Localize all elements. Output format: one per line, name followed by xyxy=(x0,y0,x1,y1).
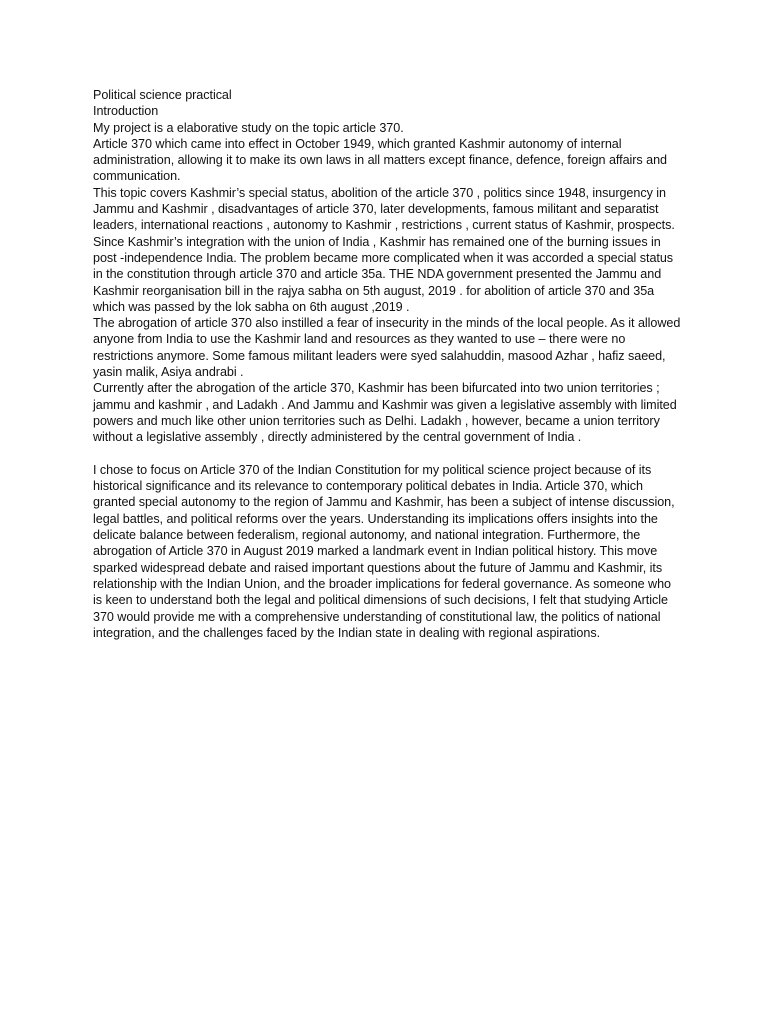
paragraph: Article 370 which came into effect in October 1949, which granted Kashmir autonomy of internal administration, allowing it to make its own laws in all matters except finance, defence, foreign affairs and communication. xyxy=(93,136,667,184)
paragraph: The abrogation of article 370 also instilled a fear of insecurity in the minds of the local people. As it allowed anyone from India to use the Kashmir land and resources as they wanted to use – there were no restrictions anymore. Some famous militant leaders were syed salahuddin, masood Azhar , hafiz saeed, yasin malik, Asiya andrabi . xyxy=(93,316,681,380)
paragraph: My project is a elaborative study on the topic article 370. xyxy=(93,120,404,135)
paragraph: Currently after the abrogation of the article 370, Kashmir has been bifurcated into two union territories ; jammu and kashmir , and Ladakh . And Jammu and Kashmir was given a legislative assembly with limited powers and much like other union territories such as Delhi. Ladakh , however, became a union territory without a legislative assembly , directly administered by the central government of India . xyxy=(93,381,677,445)
document-body xyxy=(93,87,681,641)
section-heading: Introduction xyxy=(93,104,159,119)
paragraph: Since Kashmir’s integration with the union of India , Kashmir has remained one of the burning issues in post -independence India. The problem became more complicated when it was accorded a special status in the constitution through article 370 and article 35a. THE NDA government presented the Jammu and Kashmir reorganisation bill in the rajya sabha on 5th august, 2019 . for abolition of article 370 and 35a which was passed by the lok sabha on 6th august ,2019 . xyxy=(93,234,674,314)
paragraph: I chose to focus on Article 370 of the Indian Constitution for my political science project because of its historical significance and its relevance to contemporary political debates in India. Article 370, which granted special autonomy to the region of Jammu and Kashmir, has been a subject of intense discussion, legal battles, and political reforms over the years. Understanding its implications offers insights into the delicate balance between federalism, regional autonomy, and national integration. Furthermore, the abrogation of Article 370 in August 2019 marked a landmark event in Indian political history. This move sparked widespread debate and raised important questions about the future of Jammu and Kashmir, its relationship with the Indian Union, and the broader implications for federal governance. As someone who is keen to understand both the legal and political dimensions of such decisions, I felt that studying Article 370 would provide me with a comprehensive understanding of constitutional law, the politics of national integration, and the challenges faced by the Indian state in dealing with regional aspirations. xyxy=(93,462,675,640)
blank-line xyxy=(93,446,681,462)
document-title: Political science practical xyxy=(93,88,232,102)
paragraph: This topic covers Kashmir’s special status, abolition of the article 370 , politics since 1948, insurgency in Jammu and Kashmir , disadvantages of article 370, later developments, famous militant and separatist leaders, international reactions , autonomy to Kashmir , restrictions , current status of Kashmir, prospects. xyxy=(93,185,675,233)
